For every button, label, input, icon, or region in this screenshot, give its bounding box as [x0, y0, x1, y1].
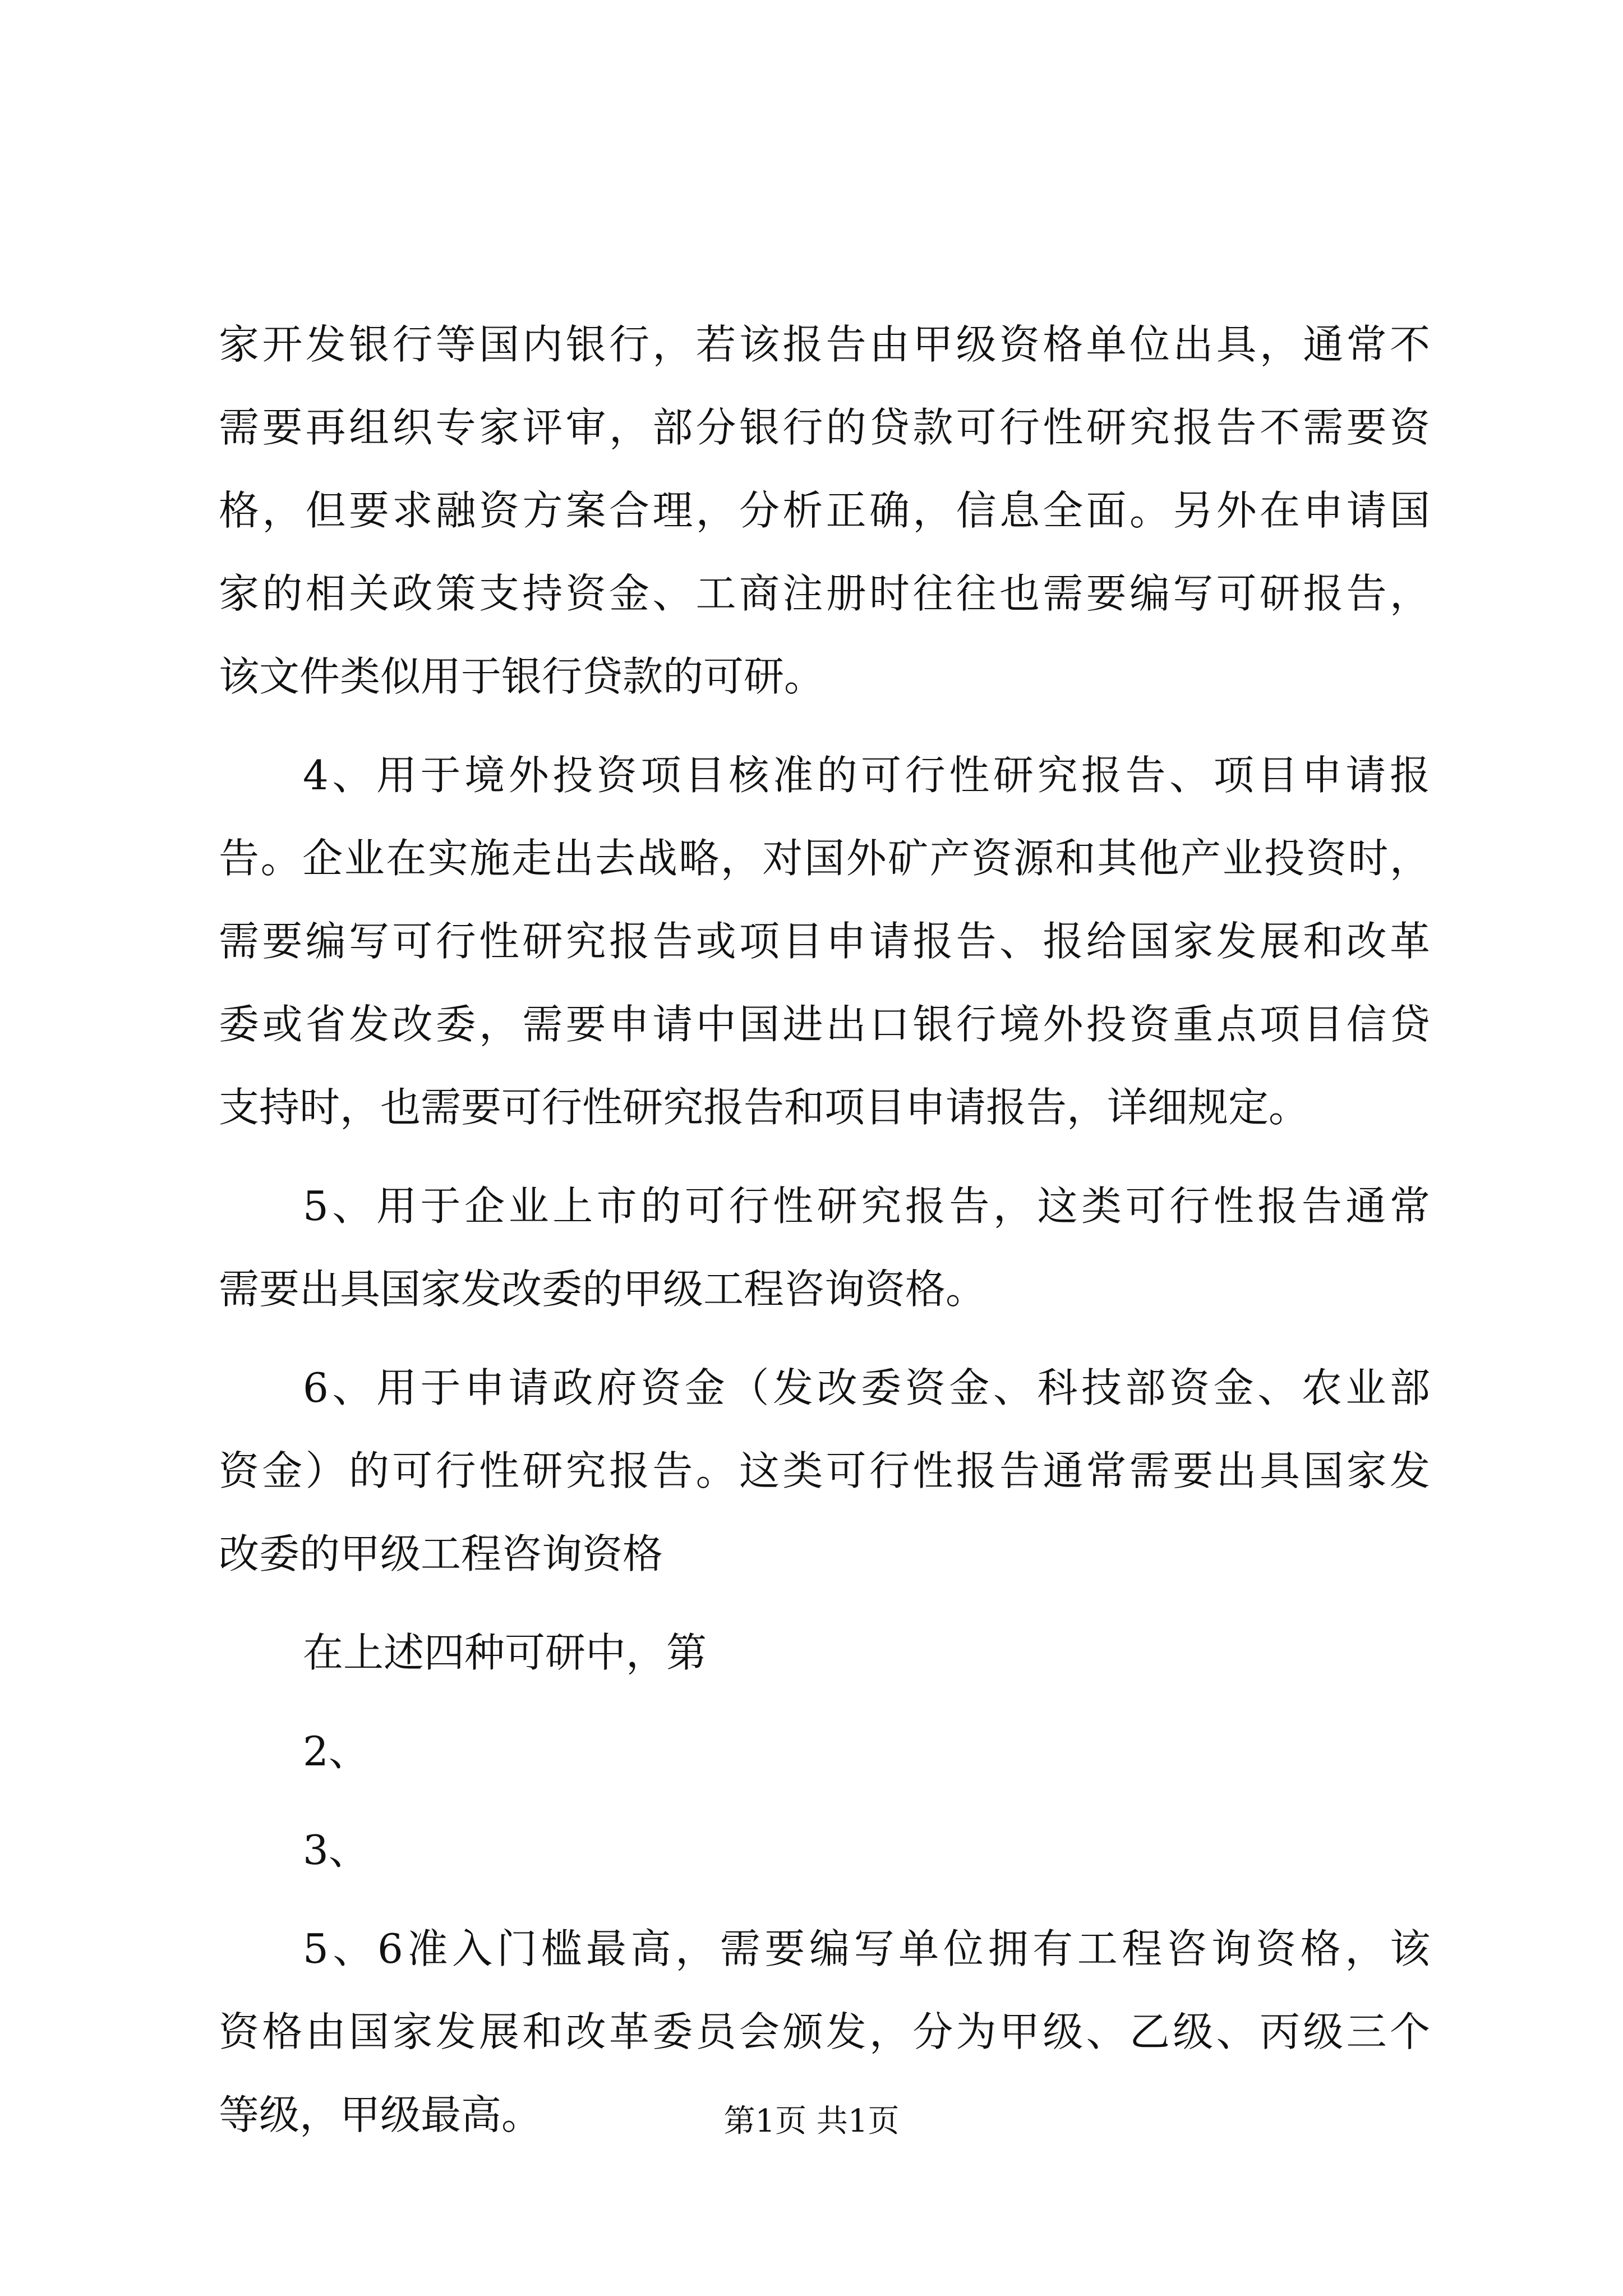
page-footer: 第1页 共1页	[723, 2103, 900, 2139]
text-line: 资金）的可行性研究报告。这类可行性报告通常需要出具国家发	[219, 1447, 1430, 1494]
text-line: 在上述四种可研中，第	[303, 1629, 707, 1676]
text-line: 需要再组织专家评审，部分银行的贷款可行性研究报告不需要资	[219, 404, 1430, 451]
text-line: 需要出具国家发改委的甲级工程咨询资格。	[219, 1266, 986, 1313]
text-line: 家的相关政策支持资金、工商注册时往往也需要编写可研报告，	[219, 570, 1430, 617]
text-line: 告。企业在实施走出去战略，对国外矿产资源和其他产业投资时，	[219, 835, 1430, 882]
text-line: 6、用于申请政府资金（发改委资金、科技部资金、农业部	[303, 1364, 1430, 1411]
text-line: 需要编写可行性研究报告或项目申请报告、报给国家发展和改革	[219, 918, 1430, 965]
paragraph-gap	[219, 1694, 1430, 1710]
paragraph-gap	[219, 718, 1430, 734]
paragraph-summary-intro	[219, 1611, 1430, 1694]
paragraph-gap	[219, 1793, 1430, 1809]
text-line: 格，但要求融资方案合理，分析正确，信息全面。另外在申请国	[219, 487, 1430, 534]
paragraph-gap	[219, 1892, 1430, 1907]
text-line: 该文件类似用于银行贷款的可研。	[219, 653, 825, 700]
paragraph-continuation	[219, 303, 1430, 718]
paragraph-fragment-2	[219, 1710, 1430, 1793]
text-line: 等级，甲级最高。	[219, 2091, 542, 2138]
paragraph-item-6	[219, 1346, 1430, 1595]
paragraph-gap	[219, 1331, 1430, 1346]
document-body	[219, 303, 1430, 2156]
text-line: 家开发银行等国内银行，若该报告由甲级资格单位出具，通常不	[219, 321, 1430, 368]
text-line: 5、6准入门槛最高，需要编写单位拥有工程咨询资格，该	[303, 1925, 1430, 1972]
paragraph-fragment-3	[219, 1809, 1430, 1892]
paragraph-item-4	[219, 734, 1430, 1149]
text-line: 4、用于境外投资项目核准的可行性研究报告、项目申请报	[303, 752, 1430, 799]
text-line: 2、	[303, 1728, 369, 1775]
text-line: 改委的甲级工程咨询资格	[219, 1530, 663, 1577]
paragraph-gap	[219, 1149, 1430, 1165]
text-line: 3、	[303, 1826, 369, 1874]
text-line: 委或省发改委，需要申请中国进出口银行境外投资重点项目信贷	[219, 1001, 1430, 1048]
text-line: 支持时，也需要可行性研究报告和项目申请报告，详细规定。	[219, 1084, 1310, 1131]
text-line: 5、用于企业上市的可行性研究报告，这类可行性报告通常	[303, 1182, 1430, 1230]
paragraph-gap	[219, 1595, 1430, 1611]
text-line: 资格由国家发展和改革委员会颁发，分为甲级、乙级、丙级三个	[219, 2008, 1430, 2055]
paragraph-item-5	[219, 1165, 1430, 1331]
